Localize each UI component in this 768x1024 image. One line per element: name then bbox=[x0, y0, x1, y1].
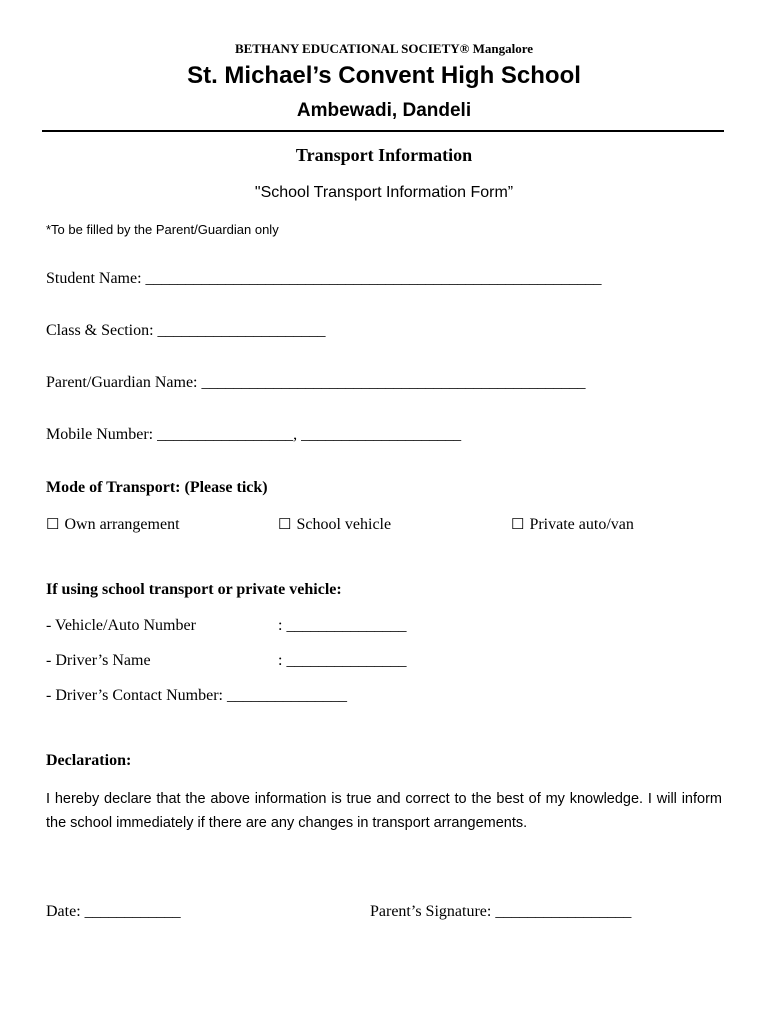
header-divider bbox=[42, 130, 724, 132]
form-title: Transport Information bbox=[295, 145, 473, 165]
option-label: Own arrangement bbox=[64, 516, 180, 533]
checkbox-icon[interactable]: ☐ bbox=[511, 517, 525, 533]
class-section-field[interactable]: Class & Section: _____________________ bbox=[46, 322, 326, 339]
vehicle-number-field[interactable] bbox=[46, 617, 406, 635]
field-label: - Driver’s Name bbox=[46, 652, 151, 669]
driver-name-field[interactable] bbox=[46, 652, 406, 670]
fill-note: *To be filled by the Parent/Guardian only bbox=[46, 222, 279, 237]
checkbox-icon[interactable]: ☐ bbox=[278, 517, 292, 533]
driver-contact-field[interactable] bbox=[46, 687, 347, 705]
option-label: Private auto/van bbox=[529, 516, 634, 533]
school-name: St. Michael’s Convent High School bbox=[187, 62, 581, 89]
option-private-auto-van[interactable] bbox=[511, 515, 634, 534]
field-label: - Vehicle/Auto Number bbox=[46, 617, 196, 634]
vehicle-section-heading: If using school transport or private vehicle: bbox=[46, 581, 342, 598]
school-location: Ambewadi, Dandeli bbox=[296, 100, 472, 121]
field-blank[interactable]: _______________ bbox=[223, 687, 347, 704]
guardian-name-field[interactable]: Parent/Guardian Name: ________________________________________________ bbox=[46, 374, 586, 391]
student-name-field[interactable]: Student Name: _________________________________________________________ bbox=[46, 270, 602, 287]
mobile-number-field[interactable]: Mobile Number: _________________, ____________________ bbox=[46, 426, 462, 443]
declaration-heading: Declaration: bbox=[46, 752, 132, 769]
field-blank[interactable]: : _______________ bbox=[278, 652, 407, 669]
parent-signature-field[interactable]: Parent’s Signature: _________________ bbox=[370, 903, 632, 920]
option-school-vehicle[interactable] bbox=[278, 515, 391, 534]
field-label: - Driver’s Contact Number: bbox=[46, 687, 223, 704]
form-subtitle: "School Transport Information Form” bbox=[254, 184, 514, 201]
declaration-text: I hereby declare that the above information is true and correct to the best of my knowledge. I will inform the school immediately if there are any changes in transport arrangements. bbox=[46, 791, 722, 831]
society-name: BETHANY EDUCATIONAL SOCIETY® Mangalore bbox=[234, 41, 534, 56]
checkbox-icon[interactable]: ☐ bbox=[46, 517, 60, 533]
option-own-arrangement[interactable] bbox=[46, 515, 180, 534]
option-label: School vehicle bbox=[296, 516, 392, 533]
date-field[interactable]: Date: ____________ bbox=[46, 903, 181, 920]
transport-mode-heading: Mode of Transport: (Please tick) bbox=[46, 479, 268, 496]
field-blank[interactable]: : _______________ bbox=[278, 617, 407, 634]
